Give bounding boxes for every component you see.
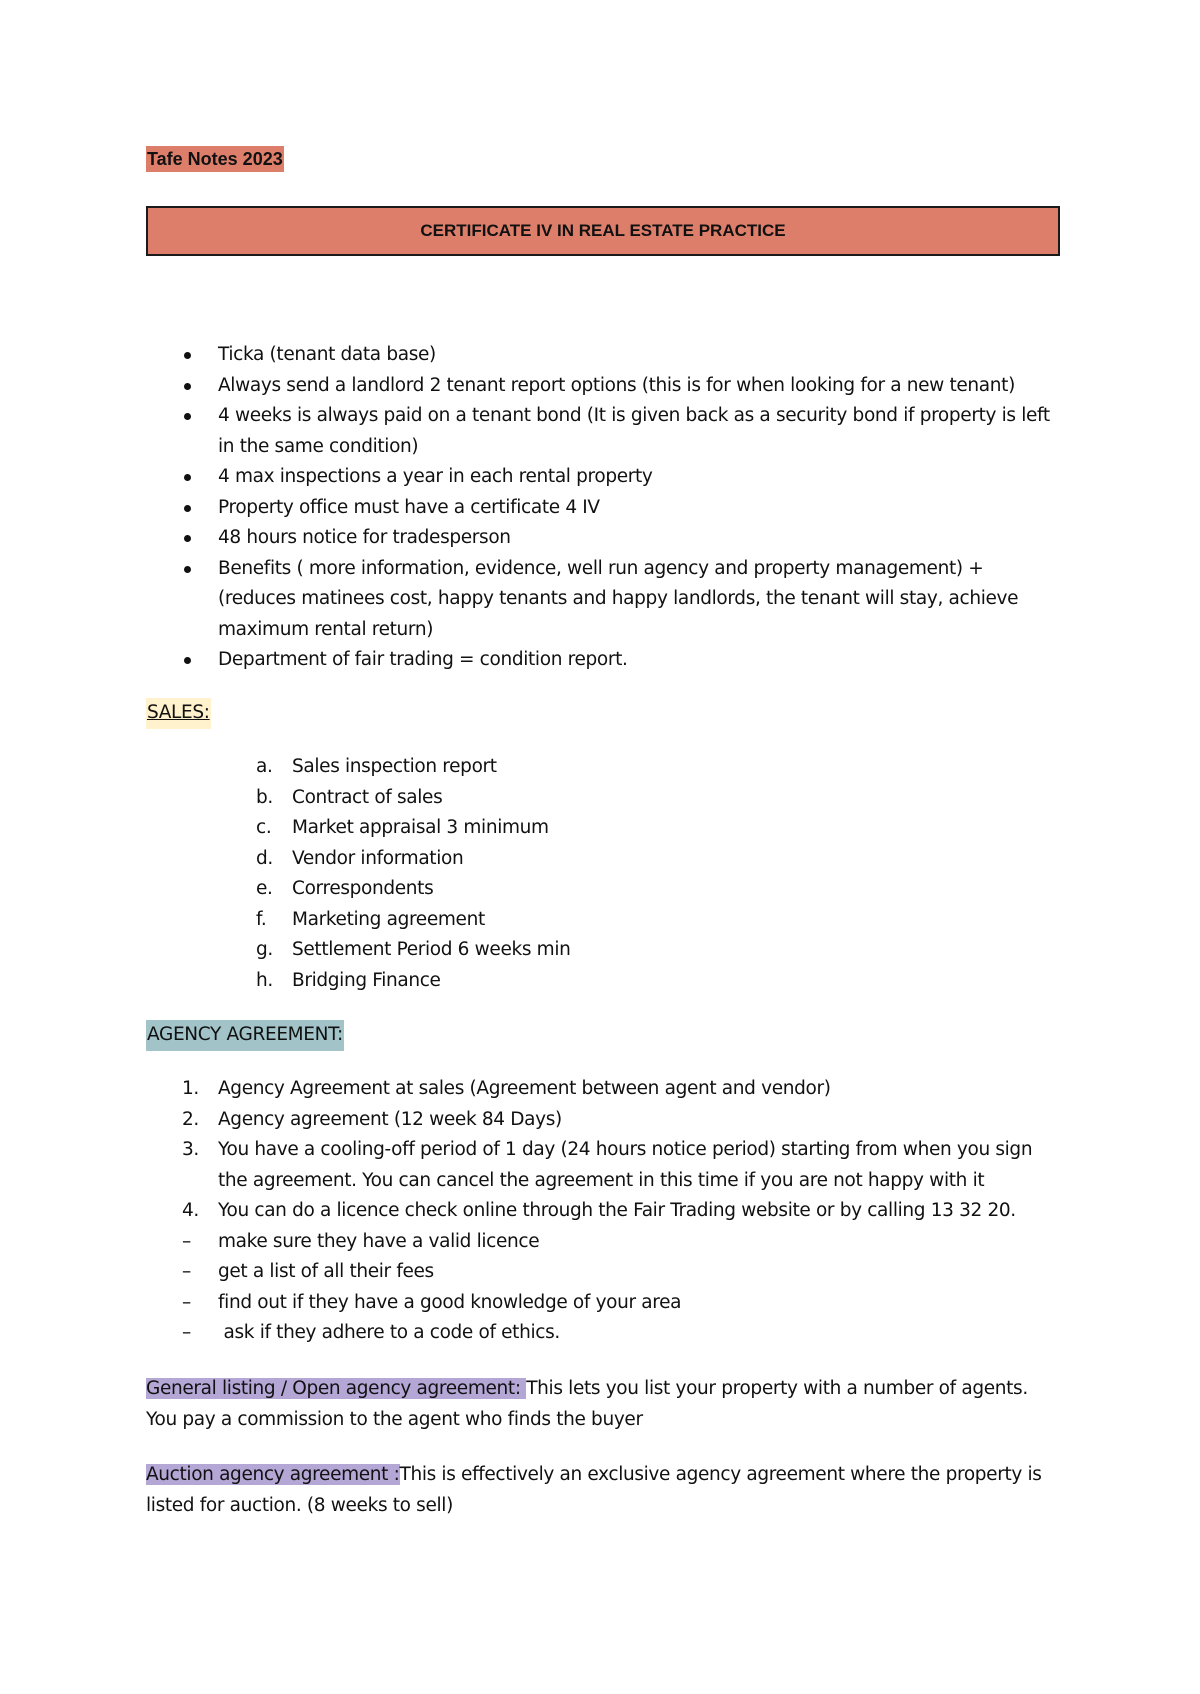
list-item (146, 493, 1062, 524)
list-item-text: Settlement Period 6 weeks min (292, 939, 571, 960)
list-item-text: Benefits ( more information, evidence, well run agency and property management) + (reduces matinees cost, happy tenants and happy landlords, the tenant will stay, achieve maximum rental return) (218, 557, 1019, 640)
list-marker: – (182, 1230, 191, 1252)
list-marker: d. (256, 847, 273, 869)
list-marker: c. (256, 817, 272, 838)
list-marker: e. (256, 878, 273, 899)
list-item-text: 4 max inspections a year in each rental property (218, 466, 653, 487)
list-item-text: Correspondents (292, 878, 434, 899)
list-item-text: 48 hours notice for tradesperson (218, 527, 511, 548)
list-marker: f. (256, 908, 267, 930)
list-item (146, 1135, 1062, 1196)
bullet-icon (184, 566, 191, 573)
list-item-text: Always send a landlord 2 tenant report options (this is for when looking for a new tenant) (218, 374, 1015, 396)
general-listing-text: This lets you list your property with a number of agents. You pay a commission to the agent who finds the buyer (146, 1378, 1028, 1430)
auction-agreement-paragraph (146, 1460, 1062, 1521)
list-marker: 4. (182, 1200, 199, 1221)
course-banner (146, 206, 1060, 256)
list-marker: – (182, 1261, 191, 1282)
list-item (146, 1318, 1062, 1349)
list-item (146, 340, 1062, 371)
rental-notes-list (146, 340, 1062, 676)
list-marker: b. (256, 786, 273, 808)
list-item (146, 462, 1062, 493)
list-marker: a. (256, 756, 273, 777)
bullet-icon (184, 474, 191, 481)
list-item (146, 371, 1062, 402)
list-marker: – (182, 1322, 191, 1343)
course-banner-text: CERTIFICATE IV IN REAL ESTATE PRACTICE (420, 221, 786, 240)
list-item (146, 874, 1062, 905)
list-item-text: Property office must have a certificate 4 IV (218, 496, 600, 518)
bullet-icon (184, 535, 191, 542)
general-listing-label: General listing / Open agency agreement: (146, 1378, 527, 1399)
bullet-icon (184, 352, 191, 359)
list-item (146, 1105, 1062, 1136)
list-item-text: Agency agreement (12 week 84 Days) (218, 1108, 562, 1130)
bullet-icon (184, 505, 191, 512)
list-item (146, 401, 1062, 462)
agency-agreement-list (146, 1074, 1062, 1349)
document-title: Tafe Notes 2023 (146, 146, 284, 172)
list-item (146, 1257, 1062, 1288)
bullet-icon (184, 383, 191, 390)
list-item (146, 783, 1062, 814)
list-marker: 1. (182, 1078, 199, 1099)
list-item-text: find out if they have a good knowledge of your area (218, 1291, 682, 1313)
sales-list (146, 752, 1062, 996)
agency-agreement-heading: AGENCY AGREEMENT: (146, 1020, 344, 1051)
list-item (146, 1196, 1062, 1227)
list-item-text: Sales inspection report (292, 756, 497, 777)
list-item (146, 645, 1062, 676)
sales-heading: SALES: (146, 698, 211, 729)
list-marker: 2. (182, 1108, 199, 1130)
list-item-text: Contract of sales (292, 786, 443, 808)
list-item (146, 1074, 1062, 1105)
list-marker: g. (256, 939, 273, 960)
list-item (146, 844, 1062, 875)
list-item (146, 935, 1062, 966)
list-item-text: make sure they have a valid licence (218, 1230, 540, 1252)
general-listing-paragraph (146, 1374, 1062, 1435)
list-item (146, 1227, 1062, 1258)
list-item-text: 4 weeks is always paid on a tenant bond (It is given back as a security bond if property is left in the same condition) (218, 405, 1050, 457)
bullet-icon (184, 413, 191, 420)
list-marker: – (182, 1291, 191, 1313)
list-item (146, 752, 1062, 783)
list-item (146, 554, 1062, 646)
list-item-text: Department of fair trading = condition report. (218, 649, 628, 670)
list-item (146, 523, 1062, 554)
list-marker: 3. (182, 1139, 199, 1160)
list-item (146, 1288, 1062, 1319)
list-item-text: Market appraisal 3 minimum (292, 817, 549, 838)
list-item-text: Marketing agreement (292, 908, 485, 930)
list-item-text: Vendor information (292, 847, 464, 869)
list-marker: h. (256, 969, 273, 991)
list-item-text: Agency Agreement at sales (Agreement between agent and vendor) (218, 1078, 831, 1099)
list-item-text: get a list of all their fees (218, 1261, 434, 1282)
list-item (146, 966, 1062, 997)
list-item (146, 813, 1062, 844)
list-item-text: Ticka (tenant data base) (218, 344, 436, 365)
bullet-icon (184, 657, 191, 664)
list-item-text: You can do a licence check online through the Fair Trading website or by calling 13 32 20. (218, 1200, 1016, 1221)
auction-agreement-label: Auction agency agreement : (146, 1464, 400, 1485)
list-item-text: Bridging Finance (292, 969, 441, 991)
list-item (146, 905, 1062, 936)
list-item-text: You have a cooling-off period of 1 day (24 hours notice period) starting from when you sign the agreement. You can cancel the agreement in this time if you are not happy with it (218, 1139, 1033, 1191)
auction-agreement-text: This is effectively an exclusive agency agreement where the property is listed for auction. (8 weeks to sell) (146, 1464, 1042, 1516)
list-item-text: ask if they adhere to a code of ethics. (218, 1322, 560, 1343)
